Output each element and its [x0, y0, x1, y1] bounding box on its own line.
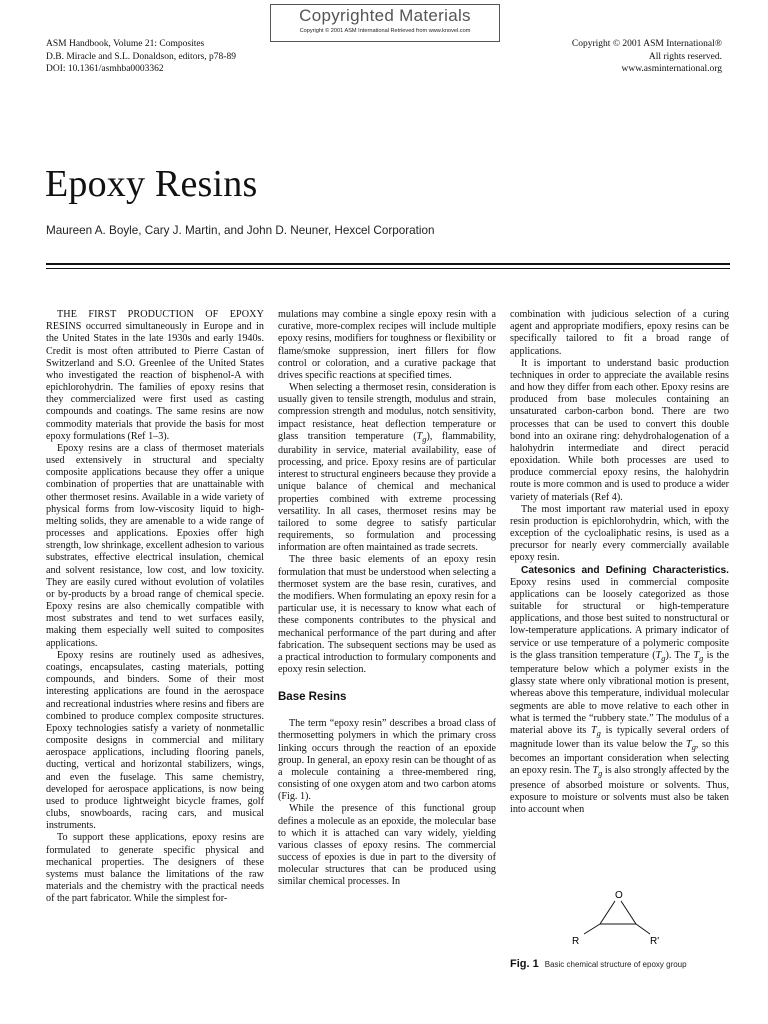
article-authors: Maureen A. Boyle, Cary J. Martin, and John D. Neuner, Hexcel Corporation [46, 224, 435, 237]
copyright-banner [270, 4, 500, 42]
paragraph [46, 309, 264, 443]
title-rule-thick [46, 263, 730, 265]
figure-1 [510, 886, 729, 1006]
header-right-line: All rights reserved. [648, 51, 722, 62]
paragraph-text: occurred simultaneously in Europe and in the United States in the late 1930s and early 1940s. Credit is most often attributed to Pierre Castan of Switzerland and S.O. Greenlee of the United States who investigated the reaction of bisphenol-A with epichlorohydrin. The families of epoxy resins that they commercialized were first used as casting compounds and coatings. The same resins are now commodity materials that provide the basis for most epoxy formulations (Ref 1–3). [46, 321, 264, 442]
r-prime-group: R' [650, 936, 660, 947]
paragraph-text: is typically several orders of magnitude lower than its value below the [510, 724, 729, 751]
paragraph: Epoxy resins are a class of thermoset materials used extensively in structural and specialty composite applications because they offer a unique combination of properties that are unattainable with other thermoset resins. Available in a wide variety of physical forms from low-viscosity liquid to high-melting solids, they are amenable to a wide range of processes and applications. Epoxies offer high strength, low shrinkage, excellent adhesion to various substrates, effective electrical insulation, chemical and solvent resistance, low cost, and low toxicity. They are easily cured without evolution of volatiles or by-products by a broad range of chemical specie. Epoxy resins are also chemically compatible with most substrates and tend to wet surfaces easily, making them especially well suited to composites applications. [46, 442, 264, 649]
paragraph: combination with judicious selection of a curing agent and appropriate modifiers, epoxy resins can be specifically tailored to fit a broad range of applications. [510, 309, 729, 357]
bond-line [584, 924, 600, 934]
header-right [572, 38, 722, 76]
bond-line [600, 901, 615, 924]
paragraph: While the presence of this functional group defines a molecule as an epoxide, the molecular base to which it is attached can vary widely, yielding various classes of epoxy resins. The commercial success of epoxies is due in part to the diversity of molecular structures that can be produced using similar chemical processes. In [278, 803, 496, 888]
tg-symbol: $T_g$ [591, 724, 601, 738]
figure-caption [510, 954, 687, 972]
column-3 [510, 309, 729, 816]
article-title: Epoxy Resins [45, 163, 258, 205]
header-left-line: D.B. Miracle and S.L. Donaldson, editors, p78-89 [46, 51, 236, 62]
paragraph-text: ). The [665, 649, 694, 661]
figure-label: Fig. 1 [510, 958, 539, 970]
paragraph: It is important to understand basic production techniques in order to appreciate the available resins and how they differ from each other. Epoxy resins are produced from base molecules containing an unsaturated carbon-carbon bond. There are two processes that can be used to convert this double bond into an oxirane ring: dehydrohalogenation of a halohydrin intermediate and direct peracid epoxidation. While both processes are used to produce commercial epoxy resins, the halohydrin route is more common and is used to produce a wider variety of materials (Ref 4). [510, 357, 729, 503]
epoxy-structure-diagram [564, 886, 674, 948]
tg-symbol: $T_g$ [416, 430, 427, 444]
bond-line [621, 901, 636, 924]
paragraph [278, 382, 496, 554]
paragraph-text: ), flammability, durability in service, material availability, ease of processing, and price. Epoxy resins are of particular interest to structural engineers because they provide a unique balance of chemical and mechanical properties combined with extreme processing versatility. In all cases, thermoset resins may be tailored to some degree to satisfy particular requirements, so formulation and processing information are often maintained as trade secrets. [278, 430, 497, 554]
paragraph: mulations may combine a single epoxy resin with a curative, more-complex recipes will include multiple epoxy resins, modifiers for toughness or flexibility or flame/smoke suppression, inert fillers for flow control or coloration, and a curative package that drives specific reactions at specified times. [278, 309, 496, 381]
paragraph: Epoxy resins are routinely used as adhesives, coatings, encapsulates, casting materials, potting compounds, and binders. Some of their most interesting applications are found in the aerospace and recreational industries where resins and fibers are combined to produce complex composite structures. Epoxy technologies satisfy a variety of nonmetallic composite designs in commercial and military aerospace applications, including flooring panels, ducting, vertical and horizontal stabilizers, wings, and even the fuselage. This same chemistry, developed for aerospace applications, is now being used to produce lightweight bicycle frames, golf clubs, snowboards, racing cars, and musical instruments. [46, 649, 264, 832]
header-right-line: Copyright © 2001 ASM International® [571, 39, 722, 49]
paragraph-text: Epoxy resins used in commercial composite applications can be loosely categorized as those suitable for structural or high-temperature applications, and those best suited to nonstructural or low-temperature applications. A primary indicator of service or use temperature of a polymeric composite is the glass transition temperature ( [510, 576, 729, 661]
column-1 [46, 309, 264, 905]
run-in-heading: Catesonics and Defining Characteristics. [521, 564, 729, 576]
header-left-line: ASM Handbook, Volume 21: Composites [46, 39, 205, 49]
paragraph: To support these applications, epoxy resins are formulated to generate specific physical and mechanical properties. The designers of these systems must balance the limitations of the raw materials and the chemistry with the practical needs of the part fabricator. While the simplest for- [46, 832, 264, 905]
paragraph: The most important raw material used in epoxy resin production is epichlorohydrin, which, with the exception of the cycloaliphatic resins, is used as a precursor for nearly every commercially available epoxy resin. [510, 503, 729, 564]
tg-symbol: $T_g$ [693, 649, 704, 663]
column-2 [278, 309, 496, 889]
banner-subtitle: Copyright © 2001 ASM International Retrieved from www.knovel.com [299, 28, 471, 34]
oxygen-atom: O [615, 890, 623, 901]
tg-symbol: $T_g$ [686, 739, 696, 753]
r-group: R [572, 936, 580, 947]
figure-caption-text: Basic chemical structure of epoxy group [544, 960, 687, 969]
header-left [46, 38, 236, 76]
paragraph-text: , so this becomes an important consideration when selecting an epoxy resin. The [510, 739, 729, 777]
banner-title: Copyrighted Materials [299, 6, 471, 25]
paragraph-text: is the temperature below which a polymer exists in the glassy state where only vibrational motion is present, whereas above this temperature, individual molecular segments are able to move relative to each other in what is termed the “rubbery state.” The modulus of a material above its [510, 649, 729, 736]
paragraph: The three basic elements of an epoxy resin formulation that must be understood when selecting a thermoset system are the base resin, curatives, and the modifiers. When formulating an epoxy resin for a particular use, it is necessary to know what each of these components contributes to the physical and mechanical performance of the part during and after fabrication. The subsequent sections may be used as a practical introduction to formulary components and epoxy resin selection. [278, 554, 496, 676]
paragraph: The term “epoxy resin” describes a broad class of thermosetting polymers in which the primary cross linking occurs through the reaction of an epoxide group. In general, an epoxy resin can be thought of as a molecule containing a three-membered ring, consisting of one oxygen atom and two carbon atoms (Fig. 1). [278, 718, 496, 803]
paragraph [510, 565, 729, 817]
tg-symbol: $T_g$ [655, 649, 666, 663]
paragraph-text: When selecting a thermoset resin, consideration is usually given to tensile strength, modulus and strain, compression strength and modulus, notch sensitivity, impact resistance, heat deflection temperature or glass transition temperature ( [278, 382, 496, 442]
bond-line [636, 924, 650, 934]
section-heading: Base Resins [278, 691, 347, 704]
tg-symbol: $T_g$ [592, 765, 603, 779]
paragraph-text: is also strongly affected by the presence of absorbed moisture or solvents. Thus, exposure to moisture or solvents must also be taken into account when [510, 765, 729, 815]
header-left-line: DOI: 10.1361/asmhba0003362 [46, 64, 164, 74]
title-rule-thin [46, 268, 730, 269]
header-right-line: www.asminternational.org [621, 64, 722, 74]
lead-in: THE FIRST PRODUCTION OF EPOXY RESINS [46, 309, 264, 333]
